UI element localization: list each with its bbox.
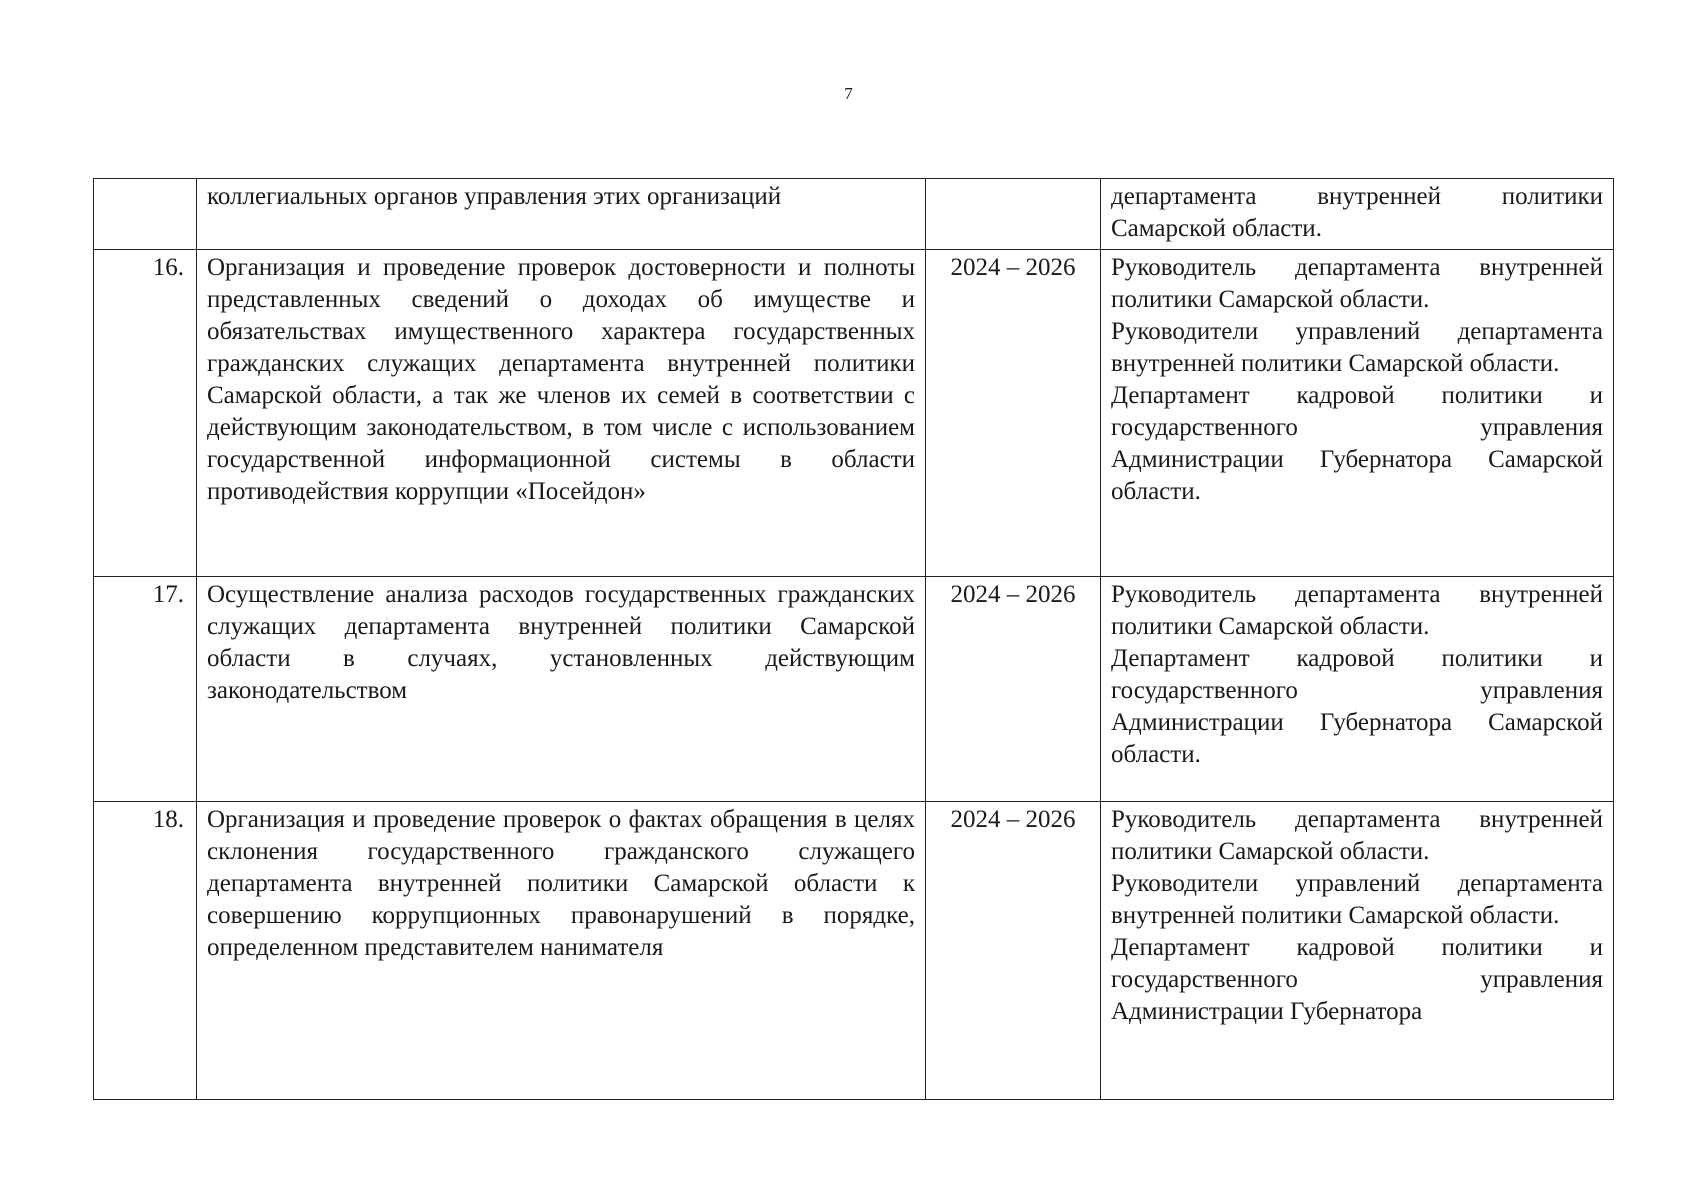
row-number: 18. bbox=[94, 802, 197, 1100]
responsible-item: Руководители управлений департамента внутренней политики Самарской области. bbox=[1111, 318, 1603, 377]
responsible-item: Руководитель департамента внутренней политики Самарской области. bbox=[1111, 254, 1603, 313]
responsible-item: Руководители управлений департамента внутренней политики Самарской области. bbox=[1111, 870, 1603, 929]
responsible-item: Руководитель департамента внутренней политики Самарской области. bbox=[1111, 581, 1603, 640]
responsible-cell bbox=[1101, 577, 1614, 802]
responsible-cell bbox=[1101, 802, 1614, 1100]
period-text: 2024 – 2026 bbox=[926, 250, 1101, 577]
action-text: Организация и проведение проверок достоверности и полноты представленных сведений о доходах об имуществе и обязательствах имущественного характера государственных гражданских служащих департамента внутренней политики Самарской области, а так же членов их семей в соответствии с действующим законодательством, в том числе с использованием государственной информационной системы в области противодействия коррупции «Посейдон» bbox=[197, 250, 926, 577]
row-number: 16. bbox=[94, 250, 197, 577]
table-row bbox=[94, 802, 1614, 1100]
responsible-item: Департамент кадровой политики и государственного управления Администрации Губернатора Самарской области. bbox=[1111, 382, 1603, 505]
action-text: Организация и проведение проверок о фактах обращения в целях склонения государственного гражданского служащего департамента внутренней политики Самарской области к совершению коррупционных правонарушений в порядке, определенном представителем нанимателя bbox=[197, 802, 926, 1100]
responsible-item: Руководитель департамента внутренней политики Самарской области. bbox=[1111, 806, 1603, 865]
period-text: 2024 – 2026 bbox=[926, 577, 1101, 802]
period-text bbox=[926, 179, 1101, 250]
table-row bbox=[94, 577, 1614, 802]
responsible-item: департамента внутренней политики Самарской области. bbox=[1111, 183, 1603, 242]
action-text: коллегиальных органов управления этих организаций bbox=[197, 179, 926, 250]
table-row bbox=[94, 250, 1614, 577]
table-row bbox=[94, 179, 1614, 250]
responsible-item: Департамент кадровой политики и государственного управления Администрации Губернатора Самарской области. bbox=[1111, 645, 1603, 768]
responsible-item: Департамент кадровой политики и государственного управления Администрации Губернатора bbox=[1111, 934, 1603, 1025]
action-text: Осуществление анализа расходов государственных гражданских служащих департамента внутренней политики Самарской области в случаях, установленных действующим законодательством bbox=[197, 577, 926, 802]
page-number: 7 bbox=[844, 84, 853, 103]
row-number: 17. bbox=[94, 577, 197, 802]
period-text: 2024 – 2026 bbox=[926, 802, 1101, 1100]
row-number bbox=[94, 179, 197, 250]
responsible-cell bbox=[1101, 250, 1614, 577]
responsible-cell bbox=[1101, 179, 1614, 250]
measures-table bbox=[93, 178, 1614, 1100]
